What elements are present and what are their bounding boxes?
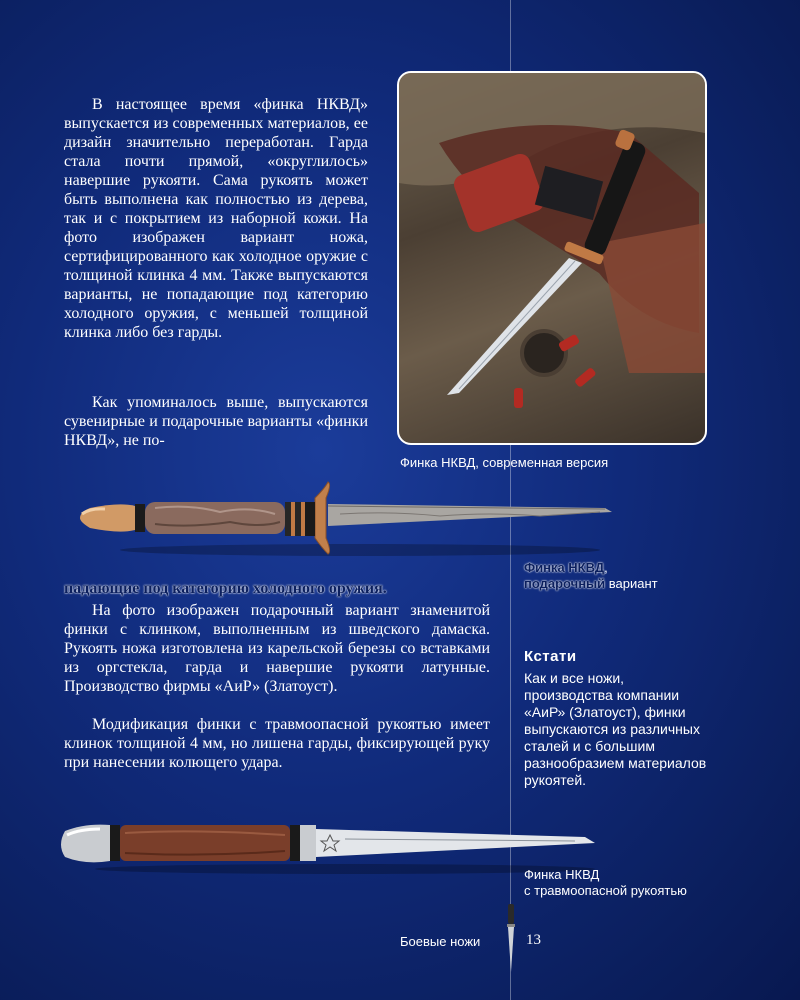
footer-section-title: Боевые ножи xyxy=(400,934,481,949)
gift-knife-image xyxy=(60,478,620,558)
gift-caption-comma: , xyxy=(604,560,608,575)
gift-caption-rest: вариант xyxy=(605,576,658,591)
traumatic-caption-line1: Финка НКВД xyxy=(524,867,600,882)
page-number: 13 xyxy=(526,932,541,948)
aside-title: Кстати xyxy=(524,648,577,665)
paragraph-2: Как упоминалось выше, выпускаются сувенирные и подарочные варианты «финки НКВД», не по- xyxy=(64,394,368,449)
paragraph-4: Модификация финки с травмоопасной рукоятью имеет клинок толщиной 4 мм, но лишена гарды, фиксирующей руку при нанесении колющего удара. xyxy=(64,716,490,771)
paragraph-3: На фото изображен подарочный вариант знаменитой финки с клинком, выполненным из шведского дамаска. Рукоять ножа изготовлена из карельской березы со вставками из оргстекла, гарда и навершие рукояти латунные. Производство фирмы «АиР» (Златоуст). xyxy=(64,602,490,695)
gift-caption-title: Финка НКВД xyxy=(524,560,605,575)
paragraph-2-continuation: падающие под категорию холодного оружия. xyxy=(64,580,387,597)
aside-body: Как и все ножи, производства компании «АиР» (Златоуст), финки выпускаются из различных сталей и с большим разнообразием материалов рукоятей. xyxy=(524,670,707,788)
small-knife-icon xyxy=(504,904,518,974)
gift-knife-caption xyxy=(524,560,658,592)
paragraph-1: В настоящее время «финка НКВД» выпускается из современных материалов, ее дизайн значительно переработан. Гарда стала почти прямой, «округлилось» навершие рукояти. Сама рукоять может быть выполнена как полностью из дерева, так и с покрытием из наборной кожи. На фото изображен вариант ножа, сертифицированного как холодное оружие с толщиной клинка 4 мм. Также выпускаются варианты, не попадающие под категорию холодного оружия, с меньшей толщиной клинка либо без гарды. xyxy=(64,96,368,341)
knife-photo-modern xyxy=(397,71,707,445)
traumatic-knife-image xyxy=(55,815,615,875)
traumatic-caption-line2: с травмоопасной рукоятью xyxy=(524,883,687,898)
gift-caption-variant: подарочный xyxy=(524,576,606,591)
text-block-2 xyxy=(64,393,368,450)
text-block-1 xyxy=(64,95,368,342)
text-block-3 xyxy=(64,601,490,791)
traumatic-knife-caption xyxy=(524,867,687,899)
photo-caption: Финка НКВД, современная версия xyxy=(400,455,609,470)
